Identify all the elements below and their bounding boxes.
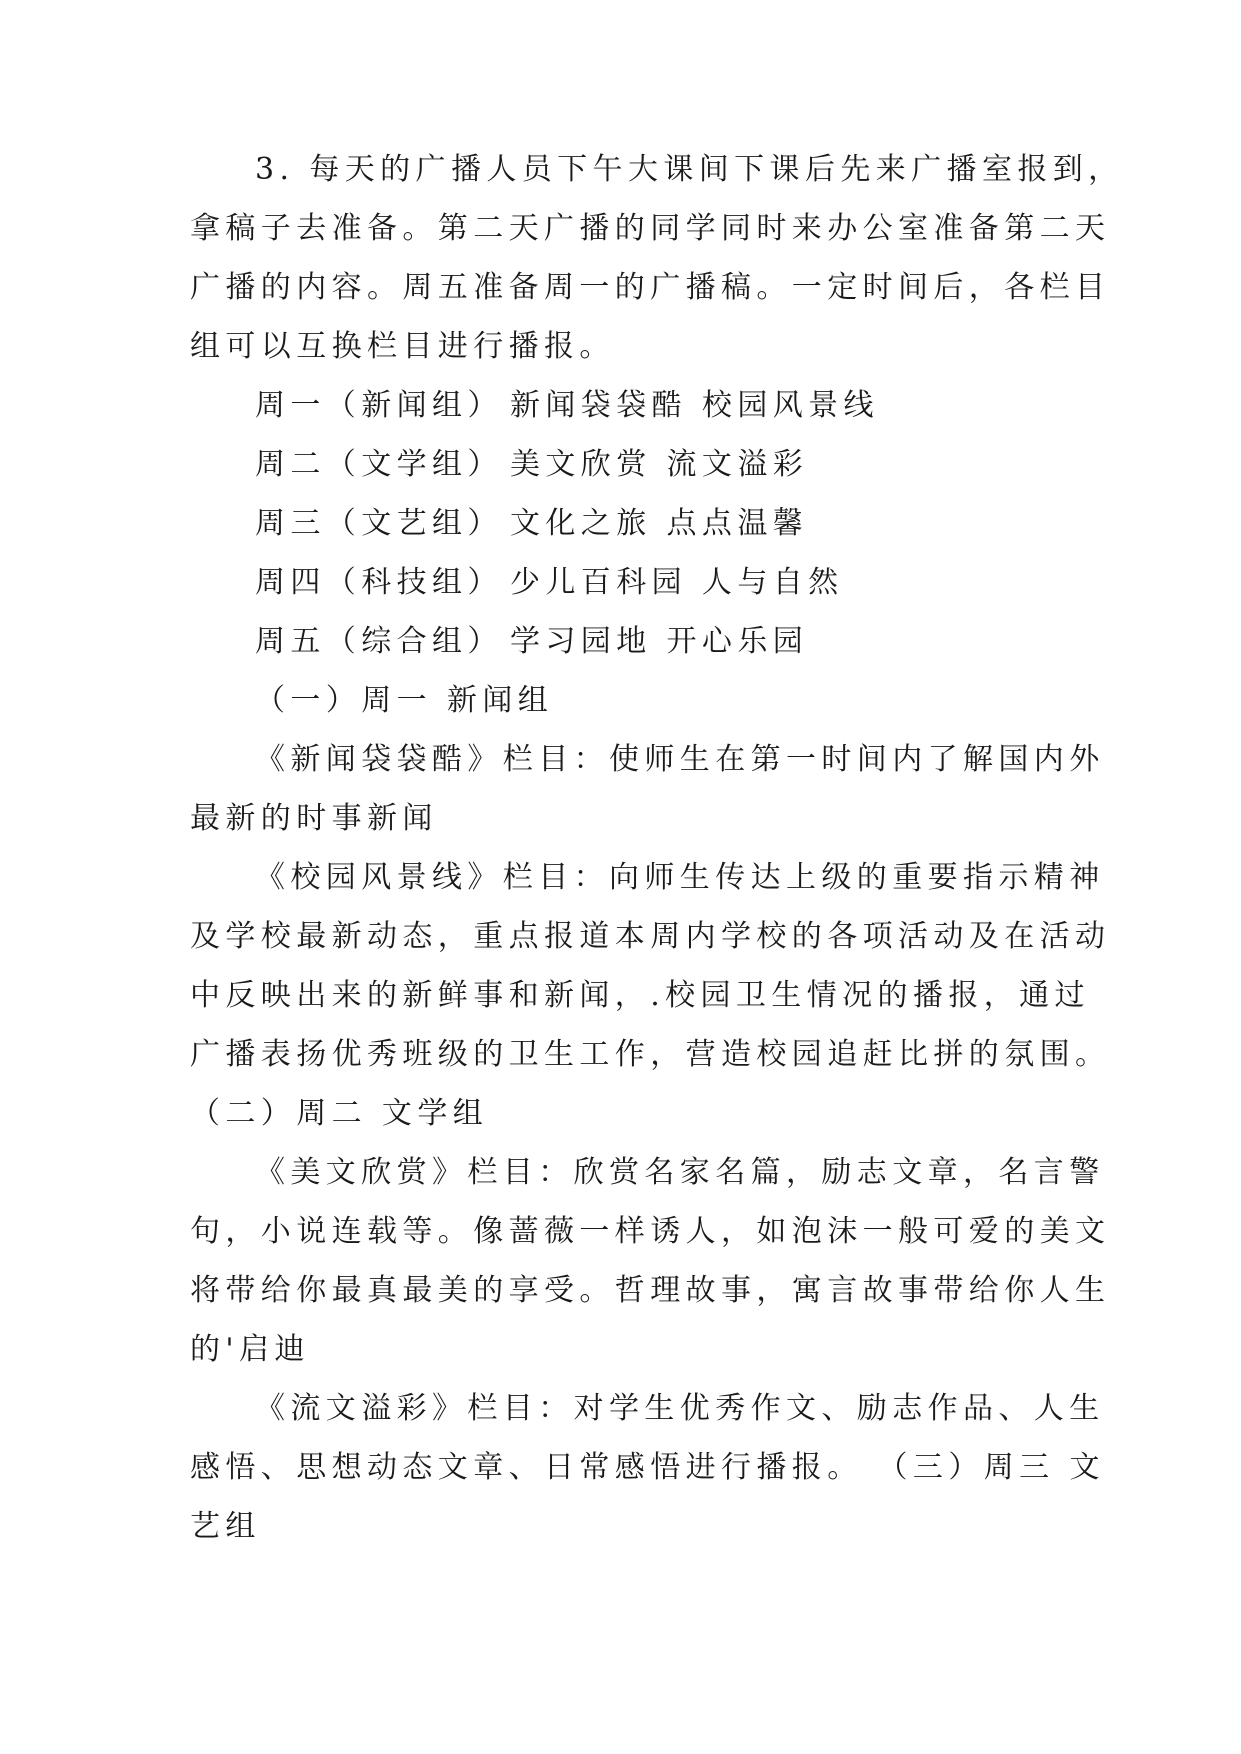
paragraph-line: 《新闻袋袋酷》栏目：使师生在第一时间内了解国内外: [255, 742, 1105, 777]
schedule-columns: 学习园地 开心乐园: [510, 624, 809, 659]
paragraph-line: 及学校最新动态，重点报道本周内学校的各项活动及在活动: [190, 919, 1111, 954]
paragraph-line: 《流文溢彩》栏目：对学生优秀作文、励志作品、人生: [255, 1391, 1105, 1426]
paragraph-line: 将带给你最真最美的享受。哲理故事，寓言故事带给你人生: [190, 1273, 1111, 1308]
paragraph-line: 3. 每天的广播人员下午大课间下课后先来广播室报到，: [255, 152, 1124, 187]
paragraph-line: 组可以互换栏目进行播报。: [190, 329, 615, 364]
paragraph-line: 感悟、思想动态文章、日常感悟进行播报。 （三）周三 文: [190, 1450, 1105, 1485]
schedule-row: [255, 504, 808, 544]
schedule-day: 周一（新闻组）: [255, 388, 503, 423]
schedule-columns: 新闻袋袋酷 校园风景线: [510, 388, 879, 423]
schedule-columns: 少儿百科园 人与自然: [510, 565, 844, 600]
paragraph-line: 《美文欣赏》栏目：欣赏名家名篇，励志文章，名言警: [255, 1155, 1105, 1190]
schedule-columns: 文化之旅 点点温馨: [510, 506, 809, 541]
schedule-row: [255, 445, 808, 485]
section-heading: （二）周二 文学组: [190, 1096, 489, 1131]
schedule-day: 周四（科技组）: [255, 565, 503, 600]
schedule-columns: 美文欣赏 流文溢彩: [510, 447, 809, 482]
section-heading: （一）周一 新闻组: [255, 683, 554, 718]
paragraph-line: 广播的内容。周五准备周一的广播稿。一定时间后，各栏目: [190, 270, 1111, 305]
schedule-day: 周五（综合组）: [255, 624, 503, 659]
paragraph-line: 最新的时事新闻: [190, 801, 438, 836]
paragraph-line: 的'启迪: [190, 1332, 310, 1367]
schedule-row: [255, 622, 808, 662]
paragraph-line: 广播表扬优秀班级的卫生工作，营造校园追赶比拼的氛围。: [190, 1037, 1111, 1072]
paragraph-line: 《校园风景线》栏目：向师生传达上级的重要指示精神: [255, 860, 1105, 895]
schedule-row: [255, 386, 879, 426]
paragraph-line: 艺组: [190, 1509, 261, 1544]
paragraph-line: 拿稿子去准备。第二天广播的同学同时来办公室准备第二天: [190, 211, 1111, 246]
schedule-day: 周三（文艺组）: [255, 506, 503, 541]
paragraph-line: 中反映出来的新鲜事和新闻，.校园卫生情况的播报，通过: [190, 978, 1090, 1013]
paragraph-line: 句，小说连载等。像蔷薇一样诱人，如泡沫一般可爱的美文: [190, 1214, 1111, 1249]
schedule-day: 周二（文学组）: [255, 447, 503, 482]
schedule-row: [255, 563, 844, 603]
